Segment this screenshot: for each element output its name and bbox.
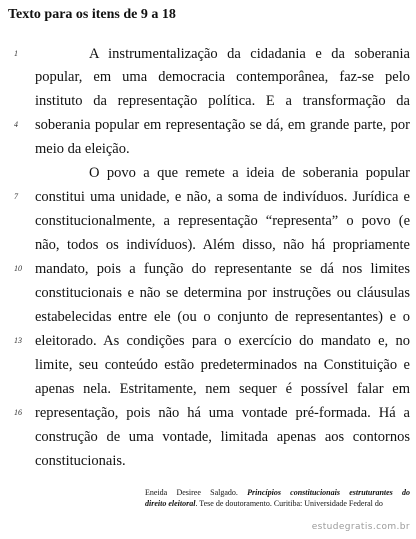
line-number: 13 [14, 336, 22, 345]
citation-author: Eneida Desiree Salgado. [145, 488, 238, 497]
text-line [0, 402, 416, 424]
line-text: apenas nela. Estritamente, nem sequer é possível falar em [35, 381, 410, 397]
site-watermark: estudegratis.com.br [311, 522, 410, 532]
text-line [0, 282, 416, 304]
line-text: A instrumentalização da cidadania e da soberania [89, 46, 410, 62]
line-text: constitui uma unidade, e não, a soma de indivíduos. Jurídica e [35, 189, 410, 205]
line-number: 16 [14, 408, 22, 417]
line-text: O povo a que remete a ideia de soberania popular [89, 165, 410, 181]
citation-line [145, 487, 410, 498]
line-text: construção de uma vontade, limitada apenas aos contornos [35, 429, 410, 445]
text-line [0, 234, 416, 256]
citation-title: Princípios constitucionais estruturantes do [247, 488, 411, 497]
citation-details: . Tese de doutoramento. Curitiba: Universidade Federal do [195, 499, 383, 508]
line-text: constitucionais. [35, 453, 126, 469]
line-text: soberania popular em representação se dá, em grande parte, por [35, 117, 410, 133]
line-text: constitucionais e não se determina por instruções ou cláusulas [35, 285, 410, 301]
text-line [0, 43, 416, 65]
text-line [0, 306, 416, 328]
line-number: 10 [14, 264, 22, 273]
citation-title: direito eleitoral [145, 499, 196, 508]
text-line [0, 186, 416, 208]
citation-line [145, 498, 410, 509]
source-citation [145, 487, 410, 509]
line-text: instituto da representação política. E a transformação da [35, 93, 410, 109]
text-line [0, 90, 416, 112]
line-number: 1 [14, 49, 18, 58]
text-line [0, 114, 416, 136]
line-text: popular, em uma democracia contemporânea, faz-se pelo [35, 69, 410, 85]
text-line [0, 66, 416, 88]
line-text: representação, pois não há uma vontade pré-formada. Há a [35, 405, 410, 421]
text-line [0, 426, 416, 448]
line-text: não, todos os indivíduos). Além disso, não há propriamente [35, 237, 410, 253]
text-line [0, 378, 416, 400]
line-text: meio da eleição. [35, 141, 130, 157]
text-line [0, 330, 416, 352]
line-number: 4 [14, 120, 18, 129]
line-number: 7 [14, 192, 18, 201]
line-text: limite, seu conteúdo estão predeterminados na Constituição e [35, 357, 410, 373]
text-line [0, 354, 416, 376]
text-line [0, 450, 416, 472]
line-text: estabelecidas entre ele (ou o conjunto de representantes) e o [35, 309, 410, 325]
text-line [0, 210, 416, 232]
line-text: mandato, pois a função do representante se dá nos limites [35, 261, 410, 277]
text-line [0, 258, 416, 280]
text-line [0, 162, 416, 184]
line-text: eleitorado. As condições para o exercício do mandato e, no [35, 333, 410, 349]
page-title: Texto para os itens de 9 a 18 [8, 7, 176, 22]
text-line [0, 138, 416, 160]
line-text: constitucionalmente, a representação “representa” o povo (e [35, 213, 410, 229]
